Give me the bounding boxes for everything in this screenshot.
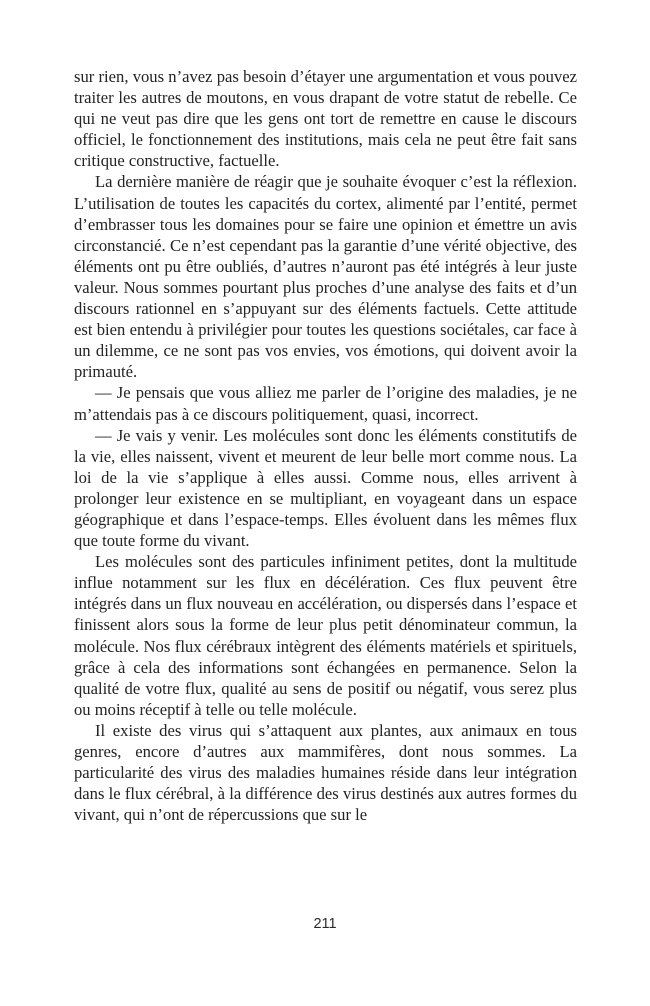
page-number: 211 (313, 916, 337, 932)
paragraph-molecules: Les molécules sont des particules infiniment petites, dont la multitude influe notamment sur les flux en décélération. Ces flux peuvent être intégrés dans un flux nouveau en accélération, ou dispersés dans l’espace et finissent alors sous la forme de leur plus petit dénominateur commun, la molécule. Nos flux cérébraux intègrent des éléments matériels et spirituels, grâce à cela des informations sont échangées en permanence. Selon la qualité de votre flux, qualité au sens de positif ou négatif, vous serez plus ou moins réceptif à telle ou telle molécule. (74, 552, 577, 719)
body-text (74, 66, 577, 825)
dialogue-line-answer: — Je vais y venir. Les molécules sont donc les éléments constitutifs de la vie, elles naissent, vivent et meurent de leur belle mort comme nous. La loi de la vie s’applique à elles aussi. Comme nous, elles arrivent à prolonger leur existence en se multipliant, en voyageant dans un espace géographique et dans l’espace-temps. Elles évoluent dans les mêmes flux que toute forme du vivant. (74, 425, 577, 551)
paragraph-reflexion: La dernière manière de réagir que je souhaite évoquer c’est la réflexion. L’utilisation de toutes les capacités du cortex, alimenté par l’entité, permet d’embrasser tous les domaines pour se faire une opinion et émettre un avis circonstancié. Ce n’est cependant pas la garantie d’une vérité objective, des éléments ont pu être oubliés, d’autres n’auront pas été intégrés à leur juste valeur. Nous sommes pourtant plus proches d’une analyse des faits et d’un discours rationnel en s’appuyant sur des éléments factuels. Cette attitude est bien entendu à privilégier pour toutes les questions sociétales, car face à un dilemme, ce ne sont pas vos envies, vos émotions, qui doivent avoir la primauté. (74, 172, 577, 382)
paragraph-continuation: sur rien, vous n’avez pas besoin d’étayer une argumentation et vous pouvez traiter les autres de moutons, en vous drapant de votre statut de rebelle. Ce qui ne veut pas dire que les gens ont tort de remettre en cause le discours officiel, le fonctionnement des institutions, mais cela ne peut être fait sans critique constructive, factuelle. (74, 67, 577, 171)
dialogue-line-question: — Je pensais que vous alliez me parler de l’origine des maladies, je ne m’attendais pas à ce discours politiquement, quasi, incorrect. (74, 383, 577, 424)
paragraph-virus: Il existe des virus qui s’attaquent aux plantes, aux animaux en tous genres, encore d’autres aux mammifères, dont nous sommes. La particularité des virus des maladies humaines réside dans leur intégration dans le flux cérébral, à la différence des virus destinés aux autres formes du vivant, qui n’ont de répercussions que sur le (74, 720, 577, 825)
